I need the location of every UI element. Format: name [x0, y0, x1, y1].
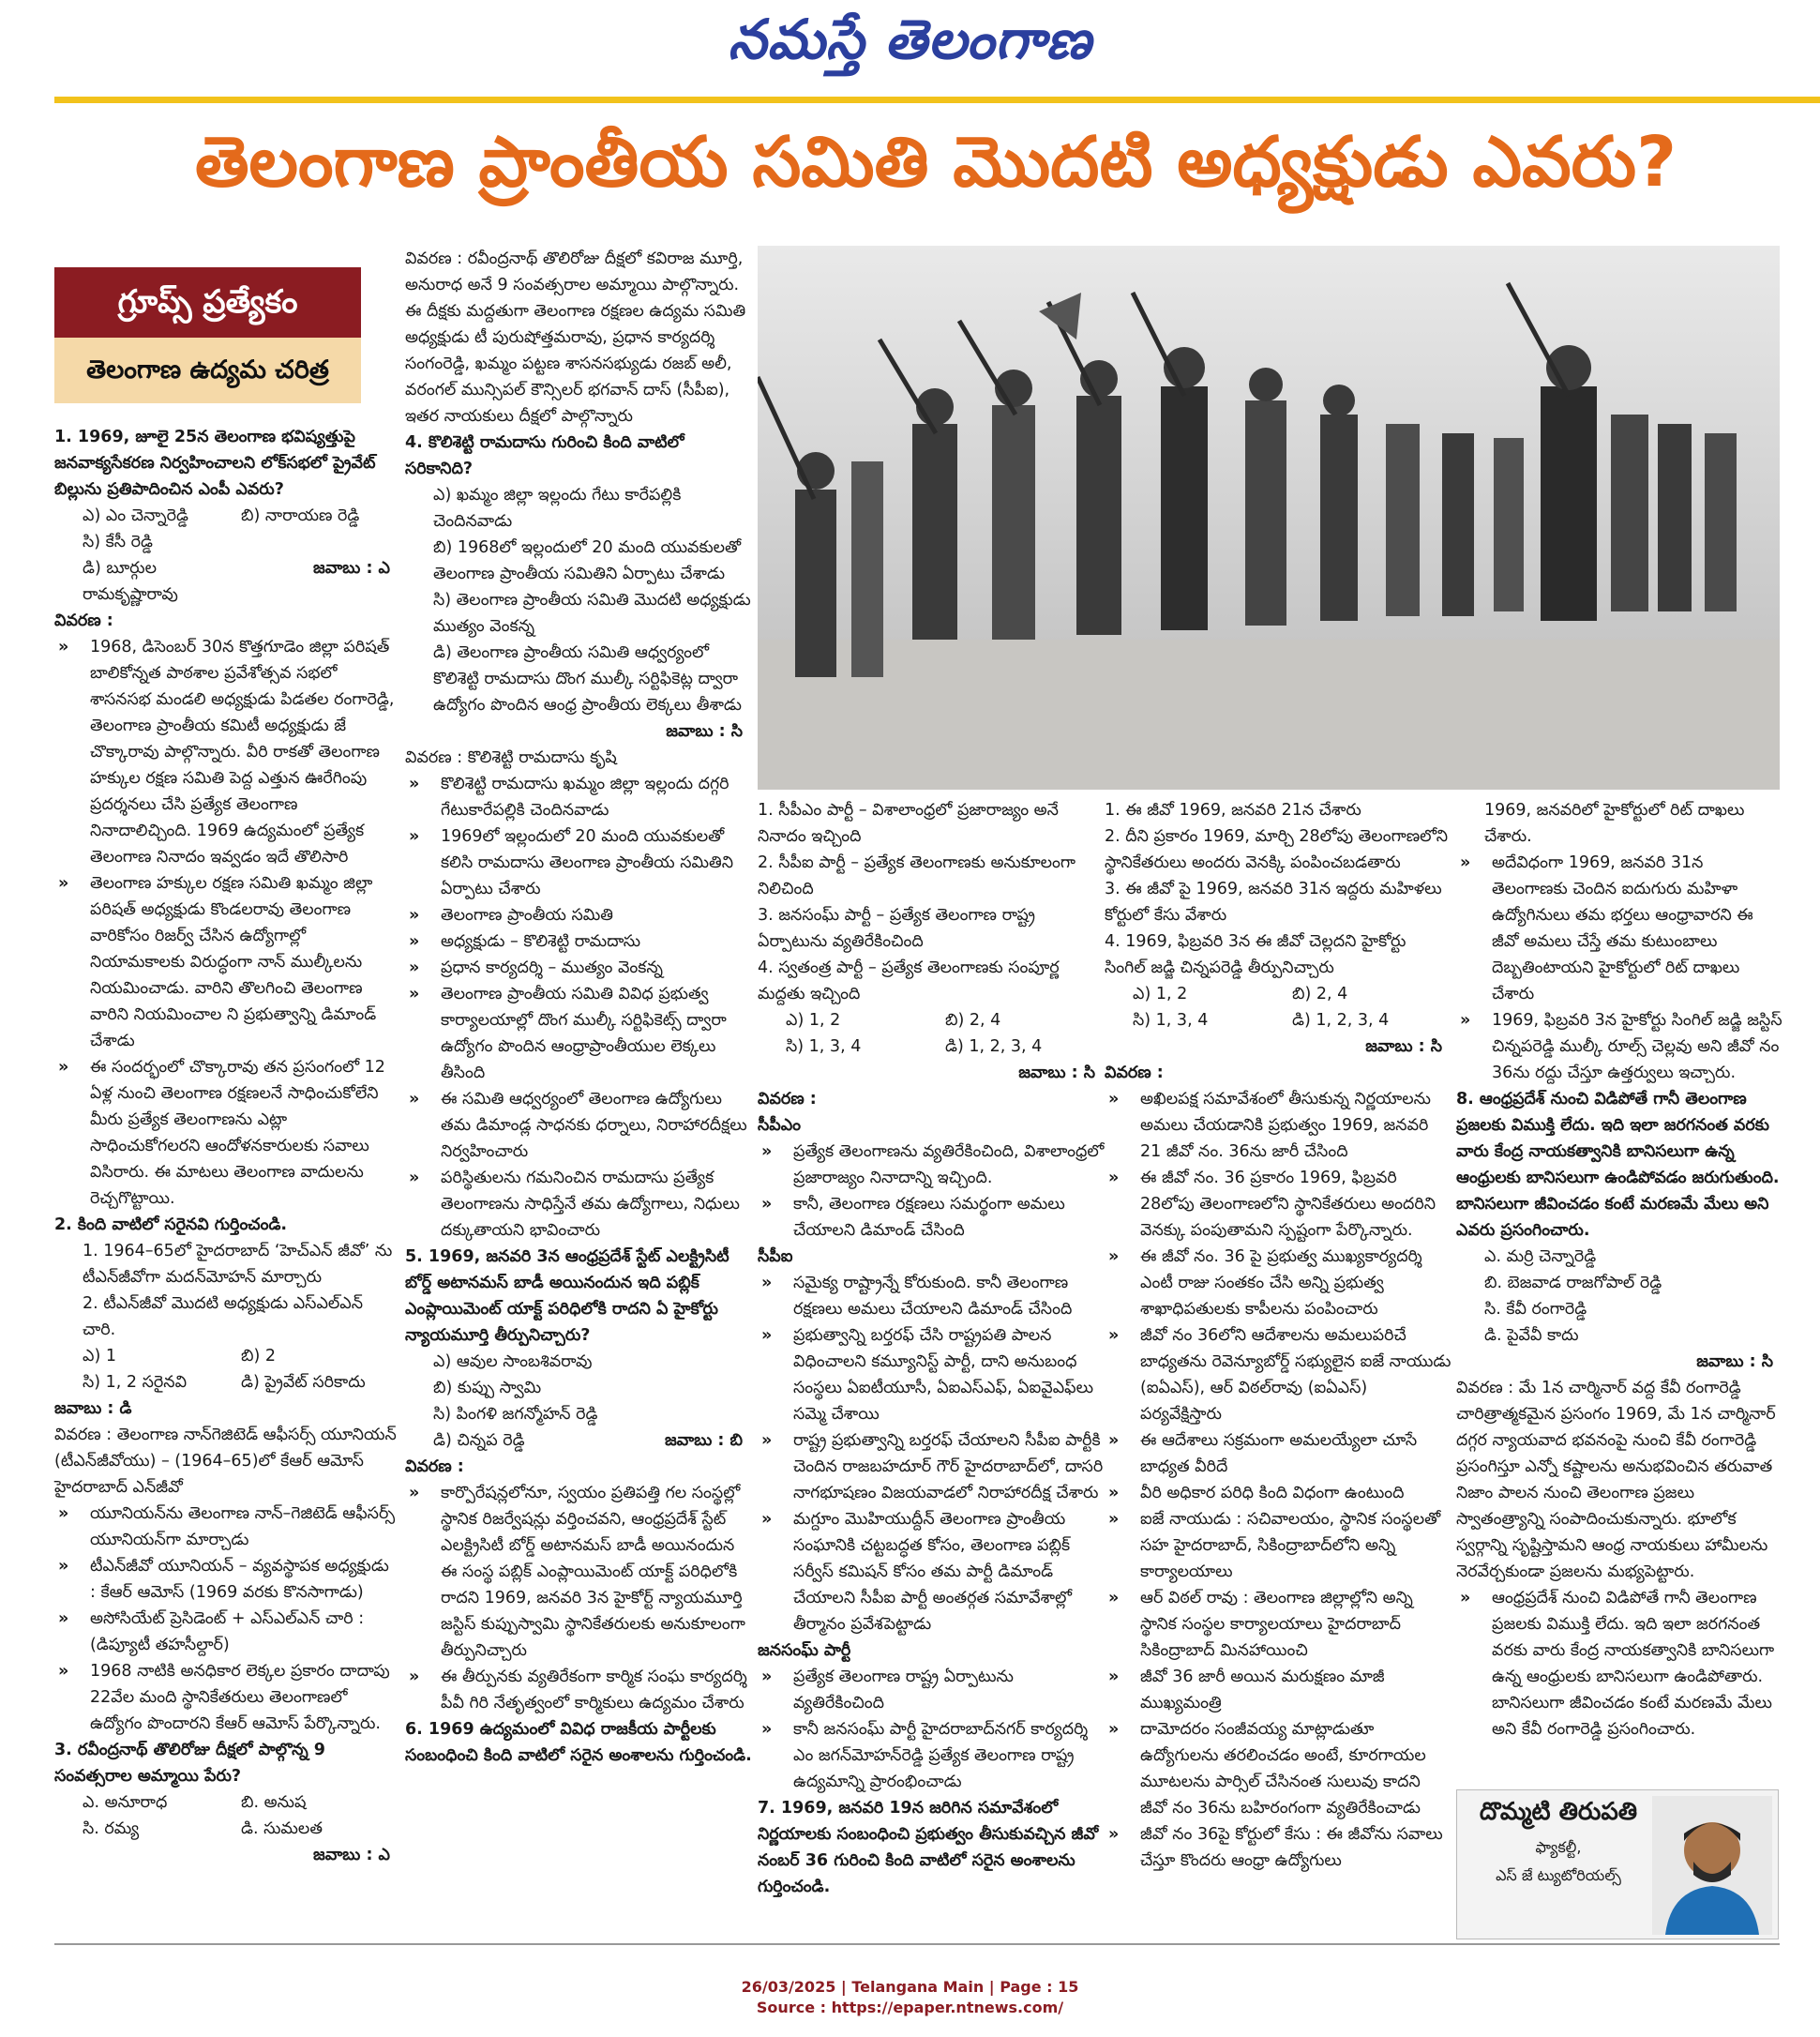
option-a: ఎ) ఖమ్మం జిల్లా ఇల్లందు గేటు కారేపల్లికి చెందినవాడు	[433, 486, 682, 531]
answer: జవాబు : డి	[54, 1399, 132, 1418]
bullet-point: » తెలంగాణ హక్కుల రక్షణ సమితి ఖమ్మం జిల్లా పరిషత్ అధ్యక్షుడు కొండలరావు తెలంగాణ వారికోసం రిజర్వ్ చేసిన ఉద్యోగాల్లో నియామకాలకు విరుద్ధంగా నాన్ ముల్కీలను నియమించాడు. వారిని తొలగించి తెలంగాణ వారిని నియమించాల ని ప్రభుత్వాన్ని డిమాండ్ చేశాడు	[54, 870, 399, 1054]
option-a: ఎ. మర్రి చెన్నారెడ్డి	[1484, 1247, 1597, 1266]
answer: జవాబు : సి	[666, 722, 743, 741]
bullet-point: » అధ్యక్షుడు – కొలిశెట్టి రామదాసు	[405, 928, 752, 955]
bullet-point: » ఈ సందర్భంలో చొక్కారావు తన ప్రసంగంలో 12 ఏళ్ల నుంచి తెలంగాణ రక్షణలనే సాధించుకోలేని మీరు ప్రత్యేక తెలంగాణను ఎట్లా సాధించుకోగలరని ఆందోళనకారులకు సవాలు విసిరారు. ఈ మాటలు తెలంగాణ వాదులను రెచ్చగొట్టాయి.	[54, 1054, 399, 1212]
question-1: 1. 1969, జూలై 25న తెలంగాణ భవిష్యత్తుపై జనవాక్యసేకరణ నిర్వహించాలని లోక్‌సభలో ప్రైవేట్ బిల్లును ప్రతిపాదించిన ఎంపీ ఎవరు?	[54, 428, 376, 499]
option-c: సి) పింగళి జగన్మోహన్ రెడ్డి	[433, 1405, 598, 1424]
question-6: 6. 1969 ఉద్యమంలో వివిధ రాజకీయ పార్టీలకు సంబంధించి కింది వాటిలో సరైన అంశాలను గుర్తించండి.	[405, 1720, 752, 1765]
explanation-label: వివరణ :	[405, 1457, 464, 1476]
bullet-point: » ప్రధాన కార్యదర్శి – ముత్యం వెంకన్న	[405, 955, 752, 981]
answer: జవాబు : బి	[665, 1431, 743, 1450]
explanation-label: వివరణ :	[1105, 1064, 1164, 1082]
column-4	[1105, 797, 1451, 1874]
option-d: డి. సుమలత	[241, 1819, 323, 1838]
column-1	[54, 424, 399, 1868]
option-c: సి. కేవీ రంగారెడ్డి	[1484, 1300, 1587, 1319]
statement: 4. 1969, ఫిబ్రవరి 3న ఈ జీవో చెల్లదని హైకోర్టు సింగిల్ జడ్జి చిన్నపరెడ్డి తీర్పునిచ్చారు	[1105, 932, 1406, 977]
statement: 3. జనసంఘ్ పార్టీ – ప్రత్యేక తెలంగాణ రాష్ట్ర ఏర్పాటును వ్యతిరేకించింది	[758, 906, 1035, 951]
bullet-point: » టీఎన్‌జీవో యూనియన్ – వ్యవస్థాపక అధ్యక్షుడు : కేఆర్ ఆమోస్ (1969 వరకు కొనసాగాడు)	[54, 1553, 399, 1606]
option-b: బి. బెజవాడ రాజగోపాల్ రెడ్డి	[1484, 1274, 1662, 1292]
bullet-point: » కొలిశెట్టి రామదాసు ఖమ్మం జిల్లా ఇల్లందు దగ్గరి గేటుకారేపల్లికి చెందినవాడు	[405, 771, 752, 823]
column-2	[405, 246, 752, 1769]
bullet-point: » తెలంగాణ ప్రాంతీయ సమితి వివిధ ప్రభుత్వ కార్యాలయాల్లో దొంగ ముల్కీ సర్టిఫికెట్స్ ద్వారా ఉద్యోగం పొందిన ఆంధ్రాప్రాంతీయుల లెక్కలు తీసింది	[405, 981, 752, 1086]
option-a: ఎ) ఎం చెన్నారెడ్డి	[83, 506, 188, 525]
bullet-point: » ఐజే నాయుడు : సచివాలయం, స్థానిక సంస్థలతో సహ హైదరాబాద్, సికింద్రాబాద్‌లోని అన్ని కార్యాలయాలు	[1105, 1506, 1451, 1585]
bullet-point: » అదేవిధంగా 1969, జనవరి 31న తెలంగాణకు చెందిన ఐదుగురు మహిళా ఉద్యోగినులు తమ భర్తలు ఆంధ్రావారని ఈ జీవో అమలు చేస్తే తమ కుటుంబాలు దెబ్బతింటాయని హైకోర్టులో రిట్ దాఖలు చేశారు	[1456, 850, 1782, 1007]
question-4: 4. కొలిశెట్టి రామదాసు గురించి కింది వాటిలో సరికానిది?	[405, 433, 684, 478]
bullet-point: » ఈ జీవో నం. 36 ప్రకారం 1969, ఫిబ్రవరి 28లోపు తెలంగాణలోని స్థానికేతరులు అందరిని వెనక్కు పంపుతామని స్పష్టంగా పేర్కొన్నారు.	[1105, 1165, 1451, 1244]
option-a: ఎ) 1, 2	[786, 1011, 841, 1030]
explanation: వివరణ : రవీంద్రనాథ్ తొలిరోజు దీక్షలో కవిరాజ మూర్తి, అనురాధ అనే 9 సంవత్సరాల అమ్మాయి పాల్గొన్నారు. ఈ దీక్షకు మద్దతుగా తెలంగాణ రక్షణల ఉద్యమ సమితి అధ్యక్షుడు టీ పురుషోత్తమరావు, ప్రధాన కార్యదర్శి సంగంరెడ్డి, ఖమ్మం పట్టణ శాసనసభ్యుడు రజబ్ అలీ, వరంగల్ మున్సిపల్ కౌన్సిలర్ భగవాన్ దాస్ (సీపీఐ), ఇతర నాయకులు దీక్షలో పాల్గొన్నారు	[405, 249, 746, 426]
question-3: 3. రవీంద్రనాథ్ తొలిరోజు దీక్షలో పాల్గొన్న 9 సంవత్సరాల అమ్మాయి పేరు?	[54, 1741, 325, 1786]
answer: జవాబు : సి	[1018, 1064, 1095, 1082]
option-c: సి. రమ్య	[83, 1819, 140, 1838]
column-3	[758, 797, 1105, 1900]
bottom-divider	[54, 1943, 1780, 1945]
bullet-point: » వీరి అధికార పరిధి కింది విధంగా ఉంటుంది	[1105, 1480, 1451, 1506]
column-5	[1456, 797, 1782, 1743]
subheading: సీపీఐ	[758, 1247, 793, 1266]
bullet-point: » పరిస్థితులను గమనించిన రామదాసు ప్రత్యేక తెలంగాణను సాధిస్తేనే తమ ఉద్యోగాలు, నిధులు దక్కుతాయని భావించారు	[405, 1165, 752, 1244]
explanation: వివరణ : కొలిశెట్టి రామదాసు కృషి	[405, 748, 617, 767]
explanation-label: వివరణ :	[54, 611, 113, 630]
option-d: డి) బూర్గుల రామకృష్ణారావు	[83, 559, 178, 604]
statement: 2. సీపీఐ పార్టీ – ప్రత్యేక తెలంగాణకు అనుకూలంగా నిలిచింది	[758, 853, 1076, 898]
author-box	[1456, 1789, 1779, 1939]
bullet-point: » జీవో 36 జారీ అయిన మరుక్షణం మాజీ ముఖ్యమంత్రి	[1105, 1664, 1451, 1716]
explanation: వివరణ : తెలంగాణ నాన్‌గెజిటెడ్ ఆఫీసర్స్ యూనియన్ (టీఎన్‌జీవోయు) – (1964–65)లో కేఆర్ ఆమోస్ హైదరాబాద్ ఎన్‌జీవో	[54, 1426, 397, 1497]
option-a: ఎ. అనూరాధ	[83, 1793, 168, 1812]
badge-title: గ్రూప్స్ ప్రత్యేకం	[54, 267, 361, 338]
option-c: సి) తెలంగాణ ప్రాంతీయ సమితి మొదటి అధ్యక్షుడు ముత్యం వెంకన్న	[433, 591, 751, 636]
top-divider	[54, 97, 1820, 103]
option-b: బి) 2, 4	[1292, 985, 1348, 1003]
bullet-point: » ఆర్ విఠల్ రావు : తెలంగాణ జిల్లాల్లోని అన్ని స్థానిక సంస్థల కార్యాలయాలు హైదరాబాద్ సికింద్రాబాద్ మినహాయించి	[1105, 1585, 1451, 1664]
author-info	[1465, 1798, 1652, 1888]
statement: 4. స్వతంత్ర పార్టీ – ప్రత్యేక తెలంగాణకు సంపూర్ణ మద్దతు ఇచ్చింది	[758, 958, 1060, 1003]
bullet-point: » జీవో నం 36పై కోర్టులో కేసు : ఈ జీవోను సవాలు చేస్తూ కొందరు ఆంధ్రా ఉద్యోగులు	[1105, 1821, 1451, 1874]
footer-edition: 26/03/2025 | Telangana Main | Page : 15	[741, 1978, 1079, 1996]
bullet-point: » ఈ జీవో నం. 36 పై ప్రభుత్వ ముఖ్యకార్యదర్శి ఎంటీ రాజు సంతకం చేసి అన్ని ప్రభుత్వ శాఖాధిపతులకు కాపీలను పంపించారు	[1105, 1244, 1451, 1322]
footer	[0, 1977, 1820, 2018]
explanation: వివరణ : మే 1న చార్మినార్ వద్ద కేవీ రంగారెడ్డి చారిత్రాత్మకమైన ప్రసంగం 1969, మే 1న చార్మినార్ దగ్గర న్యాయవాద భవనంపై నుంచి కేవీ రంగారెడ్డి ప్రసంగిస్తూ ఎన్నో కష్టాలను అనుభవించిన తరువాత నిజాం పాలన నుంచి తెలంగాణ ప్రజలు స్వాతంత్ర్యాన్ని సంపాదించుకున్నారు. భూలోక స్వర్గాన్ని సృష్టిస్తామని ఆంధ్ర నాయకులు హామీలను నెరవేర్చకుండా ప్రజలను మభ్యపెట్టారు.	[1456, 1379, 1776, 1581]
option-b: బి. అనుష	[241, 1793, 307, 1812]
bullet-point: » 1968, డిసెంబర్ 30న కొత్తగూడెం జిల్లా పరిషత్ బాలికోన్నత పాఠశాల ప్రవేశోత్సవ సభలో శాసనసభ మండలి అధ్యక్షుడు పిడతల రంగారెడ్డి, తెలంగాణ ప్రాంతీయ కమిటీ అధ్యక్షుడు జే చొక్కారావు పాల్గొన్నారు. వీరి రాకతో తెలంగాణ హక్కుల రక్షణ సమితి పెద్ద ఎత్తున ఊరేగింపు ప్రదర్శనలు చేసి ప్రత్యేక తెలంగాణ నినాదాలిచ్చింది. 1969 ఉద్యమంలో ప్రత్యేక తెలంగాణ నినాదం ఇవ్వడం ఇదే తొలిసారి	[54, 634, 399, 870]
question-5: 5. 1969, జనవరి 3న ఆంధ్రప్రదేశ్ స్టేట్ ఎలక్ట్రిసిటీ బోర్డ్ అటానమస్ బాడీ అయినందున ఇది పబ్లిక్ ఎంప్లాయిమెంట్ యాక్ట్ పరిధిలోకి రాదని ఏ హైకోర్టు న్యాయమూర్తి తీర్పునిచ్చారు?	[405, 1247, 730, 1345]
question-2: 2. కింది వాటిలో సరైనవి గుర్తించండి.	[54, 1215, 288, 1234]
author-name: దొమ్మటి తిరుపతి	[1479, 1798, 1638, 1826]
bullet-point: » కానీ జనసంఘ్ పార్టీ హైదరాబాద్‌నగర్ కార్యదర్శి ఎం జగన్‌మోహన్‌రెడ్డి ప్రత్యేక తెలంగాణ రాష్ట్ర ఉద్యమాన్ని ప్రారంభించాడు	[758, 1716, 1105, 1795]
bullet-point: » జీవో నం 36లోని ఆదేశాలను అమలుపరిచే బాధ్యతను రెవెన్యూబోర్డ్ సభ్యులైన ఐజే నాయుడు (ఐఏఎస్), ఆర్ విఠల్‌రావు (ఐఏఎస్) పర్యవేక్షిస్తారు	[1105, 1322, 1451, 1427]
statement: 2. టీఎన్‌జీవో మొదటి అధ్యక్షుడు ఎస్‌ఎల్ఎన్ చారి.	[83, 1294, 364, 1339]
explanation-label: వివరణ :	[758, 1090, 817, 1109]
bullet-point: » తెలంగాణ ప్రాంతీయ సమితి	[405, 902, 752, 928]
newspaper-logo: నమస్తే తెలంగాణ	[728, 8, 1092, 71]
bullet-point: » మగ్దూం మొహియుద్దీన్ తెలంగాణ ప్రాంతీయ సంఘానికి చట్టబద్ధత కోసం, తెలంగాణ పబ్లిక్ సర్వీస్ కమిషన్ కోసం తమ పార్టీ డిమాండ్ చేయాలని సీపీఐ పార్టీ అంతర్గత సమావేశాల్లో తీర్మానం ప్రవేశపెట్టాడు	[758, 1506, 1105, 1637]
bullet-point: » అసోసియేట్ ప్రెసిడెంట్ + ఎస్ఎల్ఎన్ చారి : (డిప్యూటీ తహసీల్దార్)	[54, 1606, 399, 1658]
option-b: బి) 2	[241, 1347, 277, 1366]
bullet-point: » ప్రత్యేక తెలంగాణను వ్యతిరేకించింది, విశాలాంధ్రలో ప్రజారాజ్యం నినాదాన్ని ఇచ్చింది.	[758, 1139, 1105, 1191]
bullet-point: » ఆంధ్రప్రదేశ్ నుంచి విడిపోతే గానీ తెలంగాణ ప్రజలకు విముక్తి లేదు. ఇది ఇలా జరగనంత వరకు వారు కేంద్ర నాయకత్వానికి బానిసలుగా ఉన్న ఆంధ్రులకు బానిసలుగా ఉండిపోతారు. బానిసలుగా జీవించడం కంటే మరణమే మేలు అని కేవీ రంగారెడ్డి ప్రసంగించారు.	[1456, 1585, 1782, 1743]
bullet-point: » రాష్ట్ర ప్రభుత్వాన్ని బర్తరఫ్ చేయాలని సీపీఐ పార్టీకి చెందిన రాజబహదూర్ గౌర్ హైదరాబాద్‌లో, దాసరి నాగభూషణం విజయవాడలో నిరాహారదీక్ష చేశారు	[758, 1427, 1105, 1506]
statement: 2. దీని ప్రకారం 1969, మార్చి 28లోపు తెలంగాణలోని స్థానికేతరులు అందరు వెనక్కి పంపించబడతారు	[1105, 827, 1449, 872]
footer-source: Source : https://epaper.ntnews.com/	[756, 1999, 1064, 2016]
answer: జవాబు : సి	[1365, 1037, 1442, 1056]
masthead	[0, 8, 1820, 85]
option-b: బి) 2, 4	[945, 1011, 1001, 1030]
bullet-point: » ప్రభుత్వాన్ని బర్తరఫ్ చేసి రాష్ట్రపతి పాలన విధించాలని కమ్యూనిస్ట్ పార్టీ, దాని అనుబంధ సంస్థలు ఏఐటీయూసీ, ఏఐఎస్ఎఫ్, ఏఐవైఎఫ్‌లు సమ్మె చేశాయి	[758, 1322, 1105, 1427]
statement: 1. ఈ జీవో 1969, జనవరి 21న చేశారు	[1105, 801, 1361, 820]
bullet-point: » ఈ ఆదేశాలు సక్రమంగా అమలయ్యేలా చూసే బాధ్యత వీరిదే	[1105, 1427, 1451, 1480]
author-portrait-icon	[1652, 1796, 1772, 1935]
bullet-point: » 1968 నాటికి అనధికార లెక్కల ప్రకారం దాదాపు 22వేల మంది స్థానికేతరులు తెలంగాణలో ఉద్యోగం పొందారని కేఆర్ ఆమోస్ పేర్కొన్నారు.	[54, 1658, 399, 1737]
option-d: డి. పైవేవీ కాదు	[1484, 1326, 1579, 1345]
option-d: డి) చిన్నప రెడ్డి	[433, 1431, 525, 1450]
bullet-point: » కానీ, తెలంగాణ రక్షణలు సమర్థంగా అమలు చేయాలని డిమాండ్ చేసింది	[758, 1191, 1105, 1244]
bullet-point: » సమైక్య రాష్ట్రాన్నే కోరుకుంది. కానీ తెలంగాణ రక్షణలు అమలు చేయాలని డిమాండ్ చేసింది	[758, 1270, 1105, 1322]
option-c: సి) 1, 2 సరైనవి	[83, 1373, 188, 1392]
bullet-point: » ఈ తీర్పునకు వ్యతిరేకంగా కార్మిక సంఘ కార్యదర్శి పీవీ గిరి నేతృత్వంలో కార్మికులు ఉద్యమం చేశారు	[405, 1664, 752, 1716]
historical-photo	[758, 246, 1780, 790]
author-role: ఫ్యాకల్టీ,	[1535, 1838, 1582, 1856]
statement: 1. 1964–65లో హైదరాబాద్ ‘హెచ్ఎన్ జీవో’ ను టీఎన్‌జీవోగా మదన్‌మోహన్ మార్చారు	[83, 1242, 393, 1287]
option-c: సి) 1, 3, 4	[1133, 1011, 1209, 1030]
badge-subtitle: తెలంగాణ ఉద్యమ చరిత్ర	[54, 338, 361, 403]
bullet-point: » ఈ సమితి ఆధ్వర్యంలో తెలంగాణ ఉద్యోగులు తమ డిమాండ్ల సాధనకు ధర్నాలు, నిరాహారదీక్షలు నిర్వహించారు	[405, 1086, 752, 1165]
option-c: సి) కేసీ రెడ్డి	[83, 533, 153, 551]
option-b: బి) కుప్పు స్వామి	[433, 1379, 542, 1397]
author-organization: ఎస్ జే ట్యుటోరియల్స్	[1496, 1866, 1621, 1884]
section-badge	[54, 267, 361, 403]
subheading: జనసంఘ్ పార్టీ	[758, 1641, 851, 1660]
bullet-point: » ప్రత్యేక తెలంగాణ రాష్ట్ర ఏర్పాటును వ్యతిరేకించింది	[758, 1664, 1105, 1716]
answer: జవాబు : ఎ	[313, 559, 390, 578]
bullet-point: » 1969, ఫిబ్రవరి 3న హైకోర్టు సింగిల్ జడ్జి జస్టిస్ చిన్నపరెడ్డి ముల్కీ రూల్స్ చెల్లవు అని జీవో నం 36ను రద్దు చేస్తూ ఉత్తర్వులు ఇచ్చారు.	[1456, 1007, 1782, 1086]
subheading: సీపీఎం	[758, 1116, 802, 1135]
option-c: సి) 1, 3, 4	[786, 1037, 862, 1056]
statement: 1. సీపీఎం పార్టీ – విశాలాంధ్రలో ప్రజారాజ్యం అనే నినాదం ఇచ్చింది	[758, 801, 1059, 846]
option-b: బి) నారాయణ రెడ్డి	[241, 506, 360, 525]
bullet-point: » యూనియన్‌ను తెలంగాణ నాన్–గెజిటెడ్ ఆఫీసర్స్ యూనియన్‌గా మార్చాడు	[54, 1501, 399, 1553]
option-d: డి) 1, 2, 3, 4	[1292, 1011, 1390, 1030]
marching-volunteers-photo	[758, 246, 1780, 790]
author-photo	[1652, 1796, 1772, 1935]
answer: జవాబు : సి	[1696, 1352, 1773, 1371]
question-7: 7. 1969, జనవరి 19న జరిగిన సమావేశంలో నిర్ణయాలకు సంబంధించి ప్రభుత్వం తీసుకువచ్చిన జీవో నంబర్ 36 గురించి కింది వాటిలో సరైన అంశాలను గుర్తించండి.	[758, 1799, 1099, 1896]
option-d: డి) 1, 2, 3, 4	[945, 1037, 1043, 1056]
option-d: డి) ప్రైవేట్ సరికాదు	[241, 1373, 366, 1392]
bullet-point: » కార్పొరేషన్లలోనూ, స్వయం ప్రతిపత్తి గల సంస్థల్లో స్థానిక రిజర్వేషన్లు వర్తించవని, ఆంధ్రప్రదేశ్ స్టేట్ ఎలక్ట్రిసిటీ బోర్డ్ అటానమస్ బాడీ అయినందున ఈ సంస్థ పబ్లిక్ ఎంప్లాయిమెంట్ యాక్ట్ పరిధిలోకి రాదని 1969, జనవరి 3న హైకోర్ట్ న్యాయమూర్తి జస్టిస్ కుప్పుస్వామి స్థానికేతరులకు అనుకూలంగా తీర్పునిచ్చారు	[405, 1480, 752, 1664]
option-a: ఎ) 1	[83, 1347, 116, 1366]
option-d: డి) తెలంగాణ ప్రాంతీయ సమితి ఆధ్వర్యంలో కొలిశెట్టి రామదాసు దొంగ ముల్కీ సర్టిఫికెట్ల ద్వారా ఉద్యోగం పొందిన ఆంధ్ర ప్రాంతీయ లెక్కలు తీశాడు	[433, 643, 742, 715]
option-b: బి) 1968లో ఇల్లందులో 20 మంది యువకులతో తెలంగాణ ప్రాంతీయ సమితిని ఏర్పాటు చేశాడు	[433, 538, 742, 583]
question-8: 8. ఆంధ్రప్రదేశ్ నుంచి విడిపోతే గానీ తెలంగాణ ప్రజలకు విముక్తి లేదు. ఇది ఇలా జరగనంత వరకు వారు కేంద్ర నాయకత్వానికి బానిసలుగా ఉన్న ఆంధ్రులకు బానిసలుగా ఉండిపోవడం జరుగుతుంది. బానిసలుగా జీవించడం కంటే మరణమే మేలు అని ఎవరు ప్రసంగించారు.	[1456, 1090, 1780, 1240]
bullet-point: » అఖిలపక్ష సమావేశంలో తీసుకున్న నిర్ణయాలను అమలు చేయడానికి ప్రభుత్వం 1969, జనవరి 21 జీవో నం. 36ను జారీ చేసింది	[1105, 1086, 1451, 1165]
answer: జవాబు : ఎ	[313, 1846, 390, 1864]
bullet-point: » దామోదరం సంజీవయ్య మాట్లాడుతూ ఉద్యోగులను తరలించడం అంటే, కూరగాయల మూటలను పార్సిల్ చేసినంత సులువు కాదని జీవో నం 36ను బహిరంగంగా వ్యతిరేకించాడు	[1105, 1716, 1451, 1821]
option-a: ఎ) 1, 2	[1133, 985, 1188, 1003]
bullet-point: » 1969లో ఇల్లందులో 20 మంది యువకులతో కలిసి రామదాసు తెలంగాణ ప్రాంతీయ సమితిని ఏర్పాటు చేశారు	[405, 823, 752, 902]
paragraph: 1969, జనవరిలో హైకోర్టులో రిట్ దాఖలు చేశారు.	[1484, 801, 1745, 846]
statement: 3. ఈ జీవో పై 1969, జనవరి 31న ఇద్దరు మహిళలు కోర్టులో కేసు వేశారు	[1105, 880, 1442, 925]
option-a: ఎ) ఆవుల సాంబశివరావు	[433, 1352, 593, 1371]
headline: తెలంగాణ ప్రాంతీయ సమితి మొదటి అధ్యక్షుడు ఎవరు?	[194, 122, 1677, 203]
